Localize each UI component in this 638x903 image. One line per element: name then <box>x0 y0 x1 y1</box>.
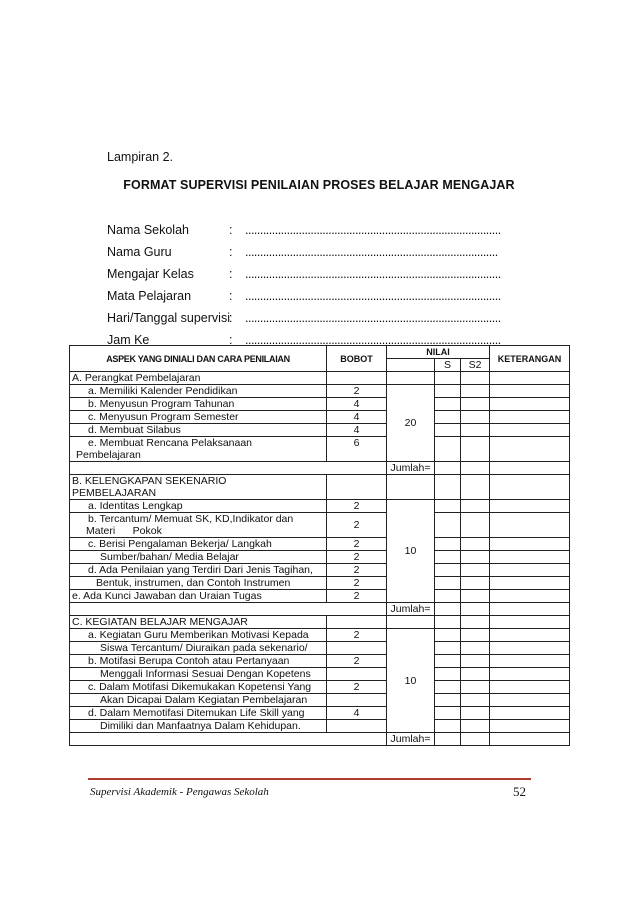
info-row-hari-tanggal <box>107 307 501 329</box>
header-bobot: BOBOT <box>327 346 387 372</box>
table-row <box>70 655 570 668</box>
item-bobot: 6 <box>327 437 387 462</box>
table-row <box>70 564 570 577</box>
info-colon: : <box>229 289 233 303</box>
item-bobot: 4 <box>327 398 387 411</box>
item-bobot: 4 <box>327 707 387 720</box>
table-row <box>70 694 570 707</box>
info-fields <box>107 219 501 351</box>
section-nilai: 10 <box>387 500 435 603</box>
info-fill-dots: ...................................................................................... <box>245 333 501 347</box>
item-text: d. Ada Penilaian yang Terdiri Dari Jenis Tagihan, <box>70 564 327 577</box>
item-bobot: 2 <box>327 577 387 590</box>
header-keterangan: KETERANGAN <box>490 346 570 372</box>
item-bobot: 2 <box>327 538 387 551</box>
info-row-mata-pelajaran <box>107 285 501 307</box>
item-bobot: 2 <box>327 500 387 513</box>
table-row <box>70 668 570 681</box>
info-row-mengajar-kelas <box>107 263 501 285</box>
item-text: Dimiliki dan Manfaatnya Dalam Kehidupan. <box>70 720 327 733</box>
item-text: b. Menyusun Program Tahunan <box>70 398 327 411</box>
info-row-nama-guru <box>107 241 501 263</box>
section-b-title-row <box>70 475 570 500</box>
item-bobot: 2 <box>327 513 387 538</box>
item-bobot: 4 <box>327 411 387 424</box>
item-text: d. Membuat Silabus <box>70 424 327 437</box>
info-label: Mata Pelajaran <box>107 289 192 303</box>
section-nilai: 10 <box>387 629 435 733</box>
table-row <box>70 642 570 655</box>
item-text <box>70 437 327 462</box>
table-row <box>70 500 570 513</box>
header-nilai: NILAI <box>387 346 490 359</box>
info-fill-dots: ...................................................................................... <box>245 223 501 237</box>
item-text: Menggali Informasi Sesuai Dengan Kopetens <box>70 668 327 681</box>
item-text-line1: b. Tercantum/ Memuat SK, KD,Indikator dan <box>88 513 294 525</box>
lampiran-label: Lampiran 2. <box>107 150 174 164</box>
item-text: c. Berisi Pengalaman Bekerja/ Langkah <box>70 538 327 551</box>
item-text-line2: Materi Pokok <box>86 525 162 537</box>
table-row <box>70 385 570 398</box>
item-text: Akan Dicapai Dalam Kegiatan Pembelajaran <box>70 694 327 707</box>
item-text: Sumber/bahan/ Media Belajar <box>70 551 327 564</box>
item-text: b. Motifasi Berupa Contoh atau Pertanyaan <box>70 655 327 668</box>
footer-divider <box>88 778 531 780</box>
table-header-row <box>70 346 570 359</box>
item-text: e. Ada Kunci Jawaban dan Uraian Tugas <box>70 590 327 603</box>
page-number: 52 <box>513 784 526 799</box>
info-colon: : <box>229 245 233 259</box>
section-title-line2: PEMBELAJARAN <box>72 487 157 499</box>
info-label: Mengajar Kelas <box>107 267 194 281</box>
table-row <box>70 411 570 424</box>
table-row <box>70 437 570 462</box>
item-text: a. Memiliki Kalender Pendidikan <box>70 385 327 398</box>
evaluation-table <box>69 345 570 746</box>
item-text: c. Dalam Motifasi Dikemukakan Kopetensi Yang <box>70 681 327 694</box>
table-row <box>70 590 570 603</box>
info-fill-dots: ...................................................................................... <box>245 289 501 303</box>
item-bobot: 2 <box>327 681 387 694</box>
item-bobot <box>327 668 387 681</box>
item-bobot: 2 <box>327 590 387 603</box>
item-text: a. Identitas Lengkap <box>70 500 327 513</box>
info-row-nama-sekolah <box>107 219 501 241</box>
jumlah-row <box>70 733 570 746</box>
item-bobot: 2 <box>327 655 387 668</box>
item-bobot: 2 <box>327 551 387 564</box>
item-bobot <box>327 720 387 733</box>
info-label: Hari/Tanggal supervisi <box>107 311 230 325</box>
subheader-blank <box>387 359 435 372</box>
header-s: S <box>435 359 461 372</box>
table-row <box>70 398 570 411</box>
info-colon: : <box>229 267 233 281</box>
table-row <box>70 720 570 733</box>
jumlah-label: Jumlah= <box>387 733 435 746</box>
item-bobot: 2 <box>327 629 387 642</box>
document-title: FORMAT SUPERVISI PENILAIAN PROSES BELAJAR MENGAJAR <box>123 178 515 192</box>
item-text: a. Kegiatan Guru Memberikan Motivasi Kepada <box>70 629 327 642</box>
header-s2: S2 <box>461 359 490 372</box>
info-label: Jam Ke <box>107 333 150 347</box>
jumlah-row <box>70 603 570 616</box>
item-text: Bentuk, instrumen, dan Contoh Instrumen <box>70 577 327 590</box>
table-row <box>70 681 570 694</box>
jumlah-label: Jumlah= <box>387 603 435 616</box>
table-row <box>70 424 570 437</box>
info-label: Nama Sekolah <box>107 223 189 237</box>
item-bobot <box>327 642 387 655</box>
jumlah-row <box>70 462 570 475</box>
info-fill-dots: ...................................................................................... <box>245 267 501 281</box>
table-row <box>70 629 570 642</box>
info-fill-dots: ...................................................................................... <box>245 311 501 325</box>
section-title: A. Perangkat Pembelajaran <box>70 372 327 385</box>
table-row <box>70 551 570 564</box>
info-colon: : <box>229 223 233 237</box>
table-row <box>70 513 570 538</box>
table-row <box>70 577 570 590</box>
table-row <box>70 538 570 551</box>
section-title <box>70 475 327 500</box>
section-title-line1: B. KELENGKAPAN SEKENARIO <box>72 475 227 487</box>
item-text: c. Menyusun Program Semester <box>70 411 327 424</box>
item-bobot: 4 <box>327 424 387 437</box>
item-bobot: 2 <box>327 385 387 398</box>
info-colon: : <box>229 311 233 325</box>
section-c-title-row <box>70 616 570 629</box>
section-nilai: 20 <box>387 385 435 462</box>
item-text-line2: Pembelajaran <box>76 449 141 461</box>
item-text: d. Dalam Memotifasi Ditemukan Life Skill yang <box>70 707 327 720</box>
section-a-title-row <box>70 372 570 385</box>
info-fill-dots: ..................................................................................... <box>245 245 498 259</box>
header-aspek: ASPEK YANG DINIALI DAN CARA PENILAIAN <box>70 346 327 372</box>
item-text <box>70 513 327 538</box>
info-label: Nama Guru <box>107 245 172 259</box>
footer-text: Supervisi Akademik - Pengawas Sekolah <box>90 786 269 798</box>
item-bobot: 2 <box>327 564 387 577</box>
section-title: C. KEGIATAN BELAJAR MENGAJAR <box>70 616 327 629</box>
info-colon: : <box>229 333 233 347</box>
item-text-line1: e. Membuat Rencana Pelaksanaan <box>88 437 253 449</box>
item-bobot <box>327 694 387 707</box>
jumlah-label: Jumlah= <box>387 462 435 475</box>
item-text: Siswa Tercantum/ Diuraikan pada sekenario/ <box>70 642 327 655</box>
table-row <box>70 707 570 720</box>
